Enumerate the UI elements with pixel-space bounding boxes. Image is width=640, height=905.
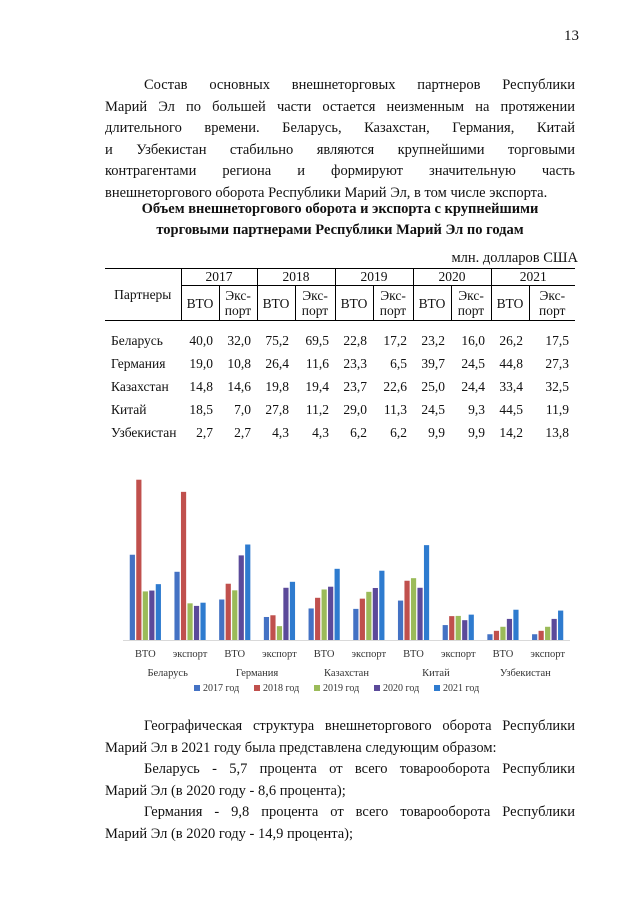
vto-value: 25,0 <box>421 378 445 394</box>
partner-name: Казахстан <box>111 378 169 394</box>
year-header: 2017 <box>181 269 257 286</box>
outro-line: Марий Эл (в 2020 году - 14,9 процента); <box>105 825 354 842</box>
chart-bar <box>411 578 416 640</box>
outro-line: Марий Эл в 2021 году была представлена следующим образом: <box>105 739 497 756</box>
outro-line: Беларусь - 5,7 процента от всего товарооборота Республики <box>144 761 575 777</box>
chart-bar <box>226 584 231 640</box>
chart-bar <box>360 599 365 640</box>
vto-header: ВТО <box>413 286 451 321</box>
table-row <box>105 421 575 444</box>
chart-bar <box>545 627 550 640</box>
vto-value: 23,7 <box>343 378 367 394</box>
export-header: Экс- порт <box>373 286 413 321</box>
chart-bar <box>290 582 295 640</box>
chart-bar <box>245 545 250 640</box>
vto-value: 33,4 <box>499 378 523 394</box>
table-row <box>105 398 575 421</box>
chart-bar <box>232 590 237 640</box>
export-value: 13,8 <box>545 424 569 440</box>
chart-bar <box>136 480 141 640</box>
chart-bar <box>353 609 358 640</box>
year-header: 2019 <box>335 269 413 286</box>
chart-bar <box>424 545 429 640</box>
chart-bar <box>156 584 161 640</box>
export-value: 9,9 <box>468 424 485 440</box>
chart-bar <box>558 611 563 640</box>
chart-bar <box>500 627 505 640</box>
intro-line: Состав основных внешнеторговых партнеров Республики <box>144 77 575 93</box>
chart-bar <box>507 619 512 640</box>
partner-name: Китай <box>111 401 147 417</box>
vto-header: ВТО <box>257 286 295 321</box>
category-label: экспорт <box>172 649 208 660</box>
export-value: 14,6 <box>227 378 251 394</box>
category-label: ВТО <box>224 649 246 660</box>
partners-header: Партнеры <box>105 269 181 321</box>
year-header: 2020 <box>413 269 491 286</box>
chart-bar <box>552 619 557 640</box>
table-title-line: Объем внешнеторгового оборота и экспорта с крупнейшими <box>141 201 539 217</box>
export-value: 19,4 <box>305 378 329 394</box>
partner-name: Узбекистан <box>111 424 177 440</box>
export-header: Экс- порт <box>295 286 335 321</box>
legend-label: 2017 год <box>203 683 240 694</box>
export-header: Экс- порт <box>529 286 575 321</box>
chart-bar <box>539 631 544 640</box>
country-label: Германия <box>235 668 279 679</box>
legend-label: 2021 год <box>443 683 480 694</box>
export-value: 32,5 <box>545 378 569 394</box>
intro-line: и Узбекистан стабильно являются крупнейшими торговыми <box>105 141 575 158</box>
category-label: ВТО <box>492 649 514 660</box>
page-number: 13 <box>564 28 579 44</box>
chart-bar <box>283 588 288 640</box>
vto-value: 44,8 <box>499 355 523 371</box>
vto-value: 75,2 <box>265 332 289 348</box>
intro-line: Марий Эл по большей части остается неизменным на протяжении <box>105 98 575 115</box>
vto-value: 22,8 <box>343 332 367 348</box>
chart-bar <box>200 603 205 640</box>
export-value: 27,3 <box>545 355 569 371</box>
export-value: 24,4 <box>461 378 485 394</box>
export-value: 17,2 <box>383 332 407 348</box>
chart-bar <box>219 600 224 641</box>
country-label: Китай <box>422 668 450 679</box>
vto-value: 14,8 <box>189 378 213 394</box>
legend-swatch <box>194 685 200 691</box>
legend-label: 2018 год <box>263 683 300 694</box>
legend-swatch <box>254 685 260 691</box>
chart-bar <box>264 617 269 640</box>
chart-bar <box>130 555 135 640</box>
export-value: 2,7 <box>234 424 251 440</box>
export-value: 9,3 <box>468 401 485 417</box>
chart-bar <box>270 615 275 640</box>
chart-bar <box>532 634 537 640</box>
vto-value: 19,0 <box>189 355 213 371</box>
chart-bar <box>335 569 340 640</box>
chart-bar <box>373 588 378 640</box>
export-value: 6,5 <box>390 355 407 371</box>
vto-value: 29,0 <box>343 401 367 417</box>
export-value: 11,9 <box>545 401 569 417</box>
vto-value: 23,2 <box>421 332 445 348</box>
vto-value: 23,3 <box>343 355 367 371</box>
chart-bar <box>309 608 314 640</box>
year-header: 2018 <box>257 269 335 286</box>
chart-bar <box>181 492 186 640</box>
chart-bar <box>443 625 448 640</box>
chart-bar <box>174 572 179 640</box>
country-label: Казахстан <box>324 668 369 679</box>
country-label: Беларусь <box>147 668 188 679</box>
vto-value: 2,7 <box>196 424 213 440</box>
category-label: ВТО <box>313 649 335 660</box>
vto-value: 9,9 <box>428 424 445 440</box>
vto-header: ВТО <box>491 286 529 321</box>
year-header: 2021 <box>491 269 575 286</box>
export-value: 11,3 <box>383 401 407 417</box>
vto-value: 40,0 <box>189 332 213 348</box>
chart-bar <box>315 598 320 640</box>
export-value: 17,5 <box>545 332 569 348</box>
export-header: Экс- порт <box>219 286 257 321</box>
legend-label: 2019 год <box>323 683 360 694</box>
table-title-line: торговыми партнерами Республики Марий Эл по годам <box>156 222 524 238</box>
vto-value: 27,8 <box>265 401 289 417</box>
chart-bar <box>143 591 148 640</box>
outro-line: Марий Эл (в 2020 году - 8,6 процента); <box>105 782 346 799</box>
export-value: 16,0 <box>461 332 485 348</box>
intro-line: внешнеторгового оборота Республики Марий Эл, в том числе экспорта. <box>105 184 548 201</box>
chart-bar <box>366 592 371 640</box>
export-value: 24,5 <box>461 355 485 371</box>
outro-line: Германия - 9,8 процента от всего товарооборота Республики <box>144 804 575 820</box>
chart-bar <box>513 610 518 640</box>
category-label: ВТО <box>134 649 156 660</box>
chart-bar <box>404 581 409 640</box>
category-label: экспорт <box>440 649 476 660</box>
partner-name: Германия <box>111 355 166 371</box>
chart-bar <box>328 587 333 640</box>
category-label: экспорт <box>530 649 565 660</box>
trade-chart <box>105 468 575 700</box>
legend-label: 2020 год <box>383 683 420 694</box>
vto-value: 14,2 <box>499 424 523 440</box>
category-label: экспорт <box>351 649 387 660</box>
trade-chart-svg <box>105 468 575 700</box>
country-label: Узбекистан <box>499 668 551 679</box>
chart-bar <box>449 616 454 640</box>
export-value: 69,5 <box>305 332 329 348</box>
export-value: 22,6 <box>383 378 407 394</box>
legend-swatch <box>374 685 380 691</box>
vto-value: 39,7 <box>421 355 445 371</box>
vto-value: 18,5 <box>189 401 213 417</box>
vto-value: 44,5 <box>499 401 523 417</box>
vto-value: 4,3 <box>272 424 289 440</box>
category-label: ВТО <box>403 649 424 660</box>
chart-bar <box>239 555 244 640</box>
export-value: 11,6 <box>305 355 329 371</box>
chart-bar <box>417 588 422 640</box>
category-label: экспорт <box>262 649 297 660</box>
export-value: 11,2 <box>305 401 329 417</box>
vto-value: 26,2 <box>499 332 523 348</box>
table-units: млн. долларов США <box>451 250 578 266</box>
trade-table <box>105 268 575 444</box>
export-value: 6,2 <box>390 424 407 440</box>
vto-header: ВТО <box>335 286 373 321</box>
chart-bar <box>322 589 327 640</box>
vto-value: 19,8 <box>265 378 289 394</box>
intro-line: длительного времени. Беларусь, Казахстан, Германия, Китай <box>105 120 575 136</box>
chart-bar <box>398 601 403 640</box>
export-value: 32,0 <box>227 332 251 348</box>
table-row <box>105 375 575 398</box>
outro-line: Географическая структура внешнеторгового оборота Республики <box>144 718 575 734</box>
chart-bar <box>469 615 474 640</box>
table-row <box>105 352 575 375</box>
vto-header: ВТО <box>181 286 219 321</box>
export-header: Экс- порт <box>451 286 491 321</box>
export-value: 7,0 <box>234 401 251 417</box>
legend-swatch <box>314 685 320 691</box>
outro-paragraph <box>105 716 575 845</box>
chart-bar <box>277 626 282 640</box>
chart-bar <box>494 631 499 640</box>
chart-bar <box>187 603 192 640</box>
chart-bar <box>194 606 199 640</box>
vto-value: 24,5 <box>421 401 445 417</box>
export-value: 4,3 <box>312 424 329 440</box>
vto-value: 26,4 <box>265 355 289 371</box>
chart-bar <box>379 571 384 640</box>
intro-line: контрагентами региона и формируют значительную часть <box>105 163 575 179</box>
chart-bar <box>487 634 492 640</box>
legend-swatch <box>434 685 440 691</box>
table-title <box>105 199 575 241</box>
intro-paragraph <box>105 75 575 204</box>
chart-bar <box>456 616 461 640</box>
partner-name: Беларусь <box>111 332 163 348</box>
table-row <box>105 321 575 353</box>
chart-bar <box>149 591 154 640</box>
chart-bar <box>462 620 467 640</box>
vto-value: 6,2 <box>350 424 367 440</box>
export-value: 10,8 <box>227 355 251 371</box>
